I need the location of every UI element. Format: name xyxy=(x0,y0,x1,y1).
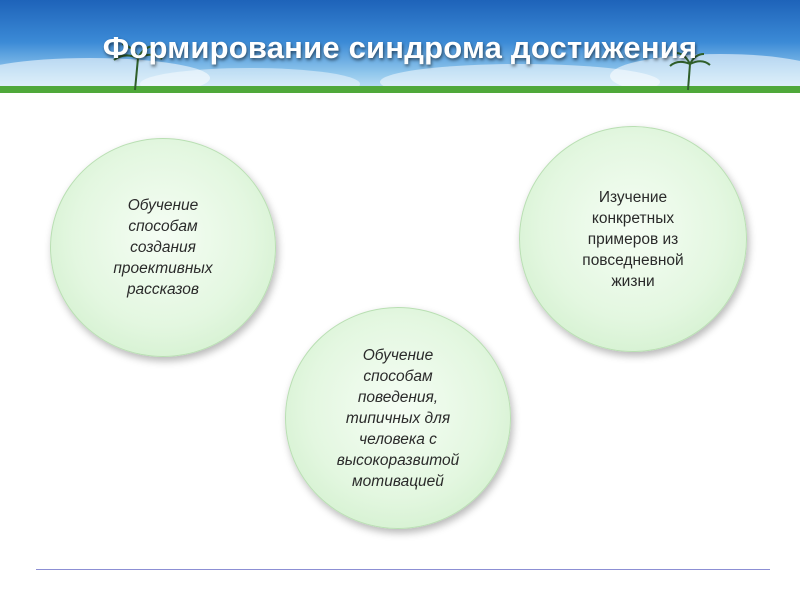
circle-left-text: Обучение способам создания проективных рассказов xyxy=(113,197,213,298)
circle-right-text: Изучение конкретных примеров из повседневной жизни xyxy=(582,188,684,290)
circle-everyday-examples xyxy=(519,126,747,352)
circle-projective-stories xyxy=(50,138,276,357)
circle-center-text: Обучение способам поведения, типичных для человека с высокоразвитой мотивацией xyxy=(336,346,460,490)
page-title: Формирование синдрома достижения xyxy=(102,30,698,65)
circle-motivated-behavior xyxy=(285,307,511,529)
header-banner xyxy=(0,0,800,93)
footer-divider xyxy=(36,569,770,570)
